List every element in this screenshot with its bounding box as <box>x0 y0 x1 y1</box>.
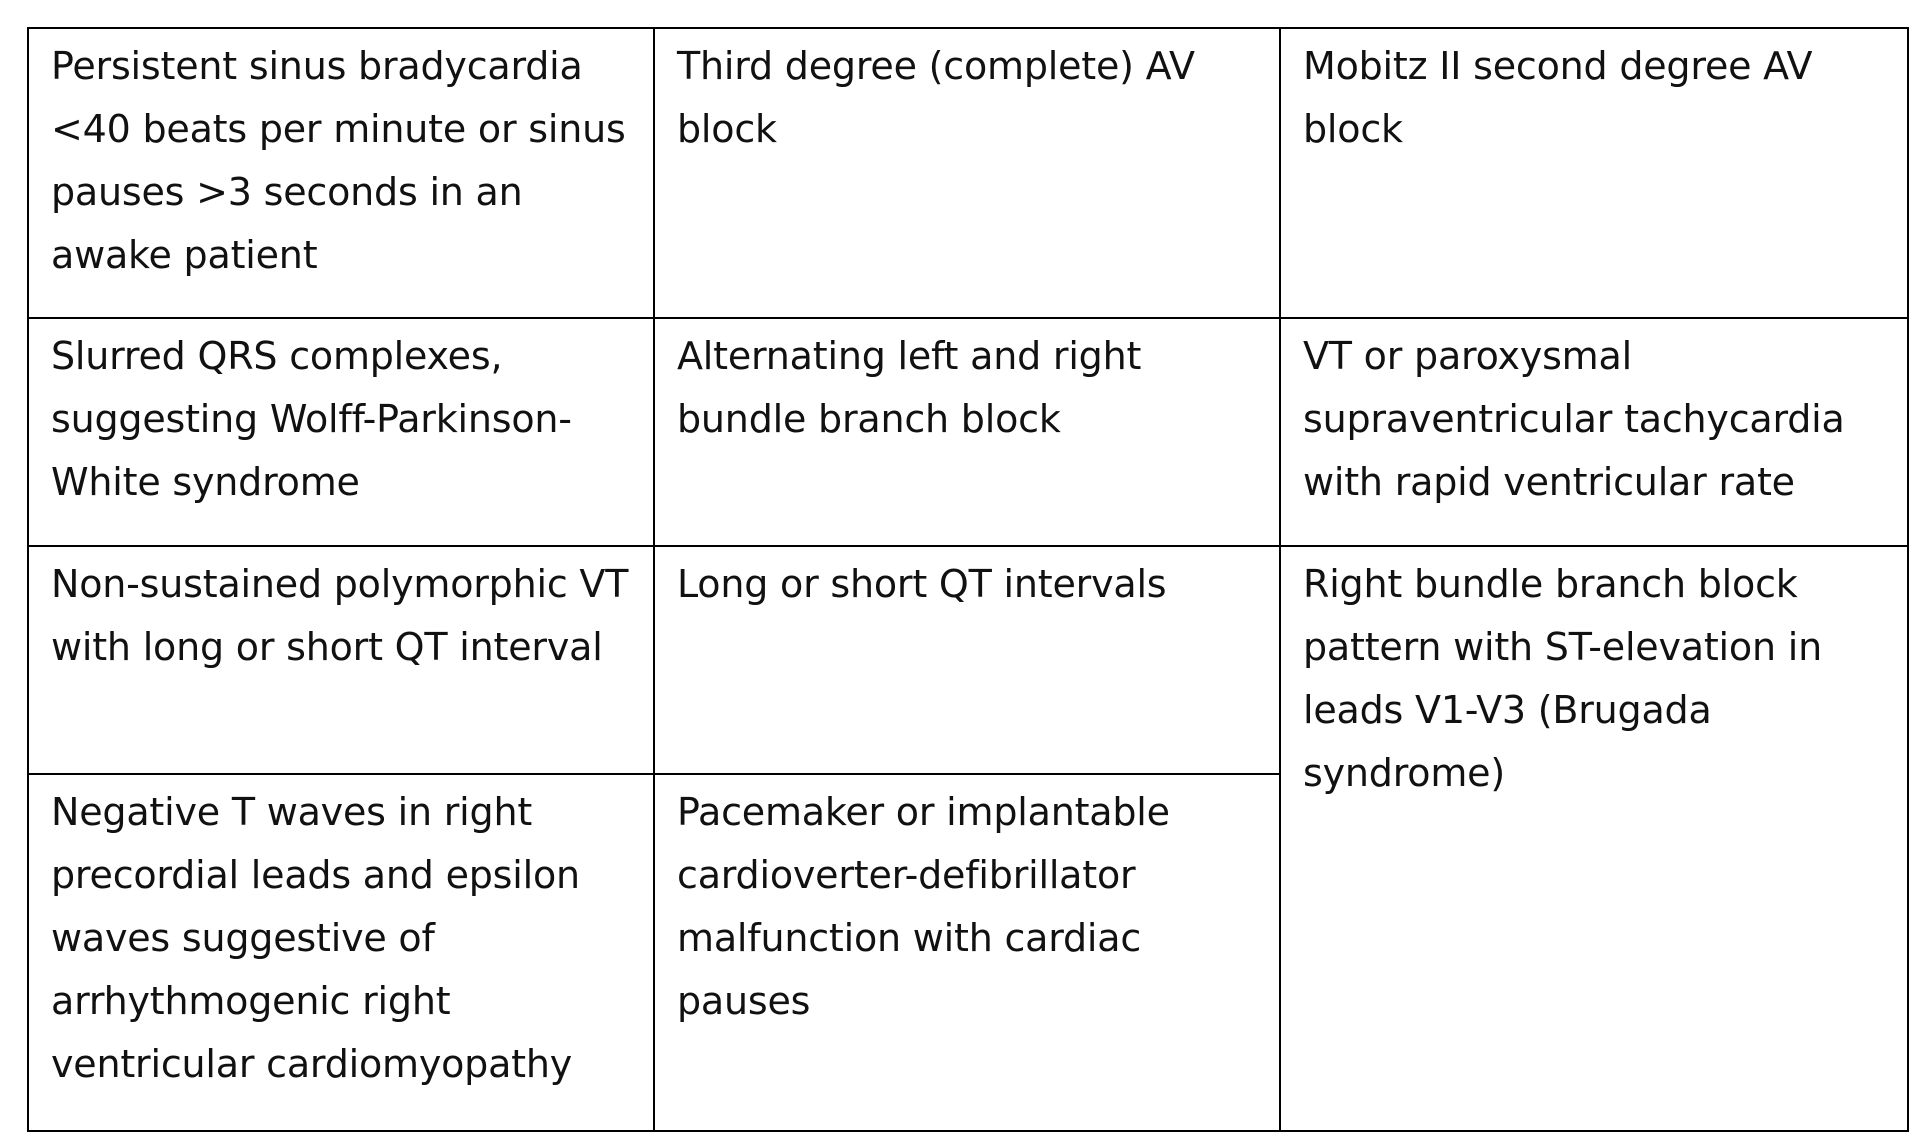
ecg-findings-table-wrapper <box>27 27 1909 1132</box>
table-cell: Negative T waves in right precordial leads and epsilon waves suggestive of arrhythmogenic right ventricular cardiomyopathy <box>28 774 654 1131</box>
table-cell: Alternating left and right bundle branch block <box>654 318 1280 546</box>
table-cell-merged: Right bundle branch block pattern with ST-elevation in leads V1-V3 (Brugada syndrome) <box>1280 546 1908 1131</box>
table-cell: Third degree (complete) AV block <box>654 28 1280 318</box>
table-cell: Persistent sinus bradycardia <40 beats per minute or sinus pauses >3 seconds in an awake patient <box>28 28 654 318</box>
table-cell: Non-sustained polymorphic VT with long or short QT interval <box>28 546 654 774</box>
table-cell: Slurred QRS complexes, suggesting Wolff-Parkinson-White syndrome <box>28 318 654 546</box>
ecg-findings-table <box>27 27 1909 1132</box>
table-cell: Pacemaker or implantable cardioverter-defibrillator malfunction with cardiac pauses <box>654 774 1280 1131</box>
table-row <box>28 28 1908 318</box>
table-cell: VT or paroxysmal supraventricular tachycardia with rapid ventricular rate <box>1280 318 1908 546</box>
table-row <box>28 318 1908 546</box>
table-cell: Mobitz II second degree AV block <box>1280 28 1908 318</box>
table-row <box>28 546 1908 774</box>
table-cell: Long or short QT intervals <box>654 546 1280 774</box>
